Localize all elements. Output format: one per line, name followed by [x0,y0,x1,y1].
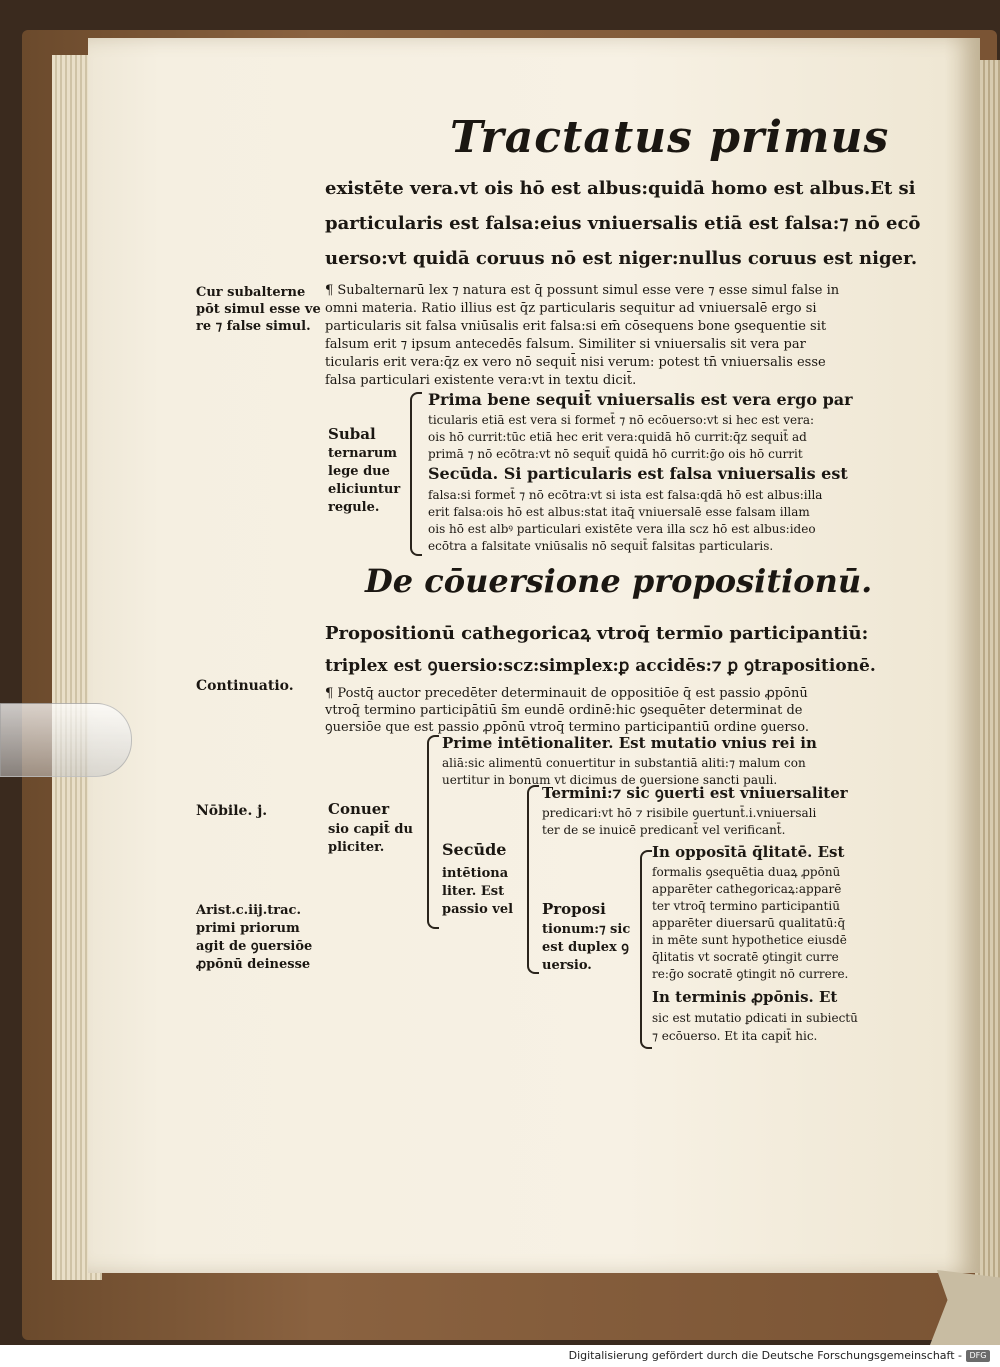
section-paragraph-line: vtroq̄ termino participātiū s̄m eundē ordinē:hic ꝯsequēter determinat de [325,703,803,718]
propositionum-label: tionum:⁊ sic [542,922,631,937]
rule-line: ecōtra a falsitate vniūsalis nō sequit̄ falsitas particularis. [428,539,774,553]
termini-line: ter de se inuicē predicant̄ vel verificant̄. [542,823,786,837]
secunde-label: liter. Est [442,884,505,899]
terminis-line: ⁊ ecōuerso. Et ita capit̄ hic. [652,1029,818,1043]
paragraph-line: ¶ Subalternarū lex ⁊ natura est q̄ possunt simul esse vere ⁊ esse simul false in [325,283,840,298]
margin-note-cur: re ⁊ false simul. [196,319,311,334]
running-header: Tractatus primus [450,112,890,163]
section-intro-line: Propositionū cathegoricaꝝ vtroq̄ termīo participantiū: [325,623,869,644]
margin-note-arist: agit de ꝯuersiōe [196,939,313,954]
margin-note-arist: Arist.c.iij.trac. [196,903,301,918]
secunde-label: intētiona [442,866,509,881]
rule-block-label: lege due [328,464,390,479]
margin-note-nobile: Nōbile. j. [196,803,268,819]
opposita-line: formalis ꝯsequētia duaꝝ ꝓpōnū [652,865,841,879]
section-paragraph-line: ꝯuersiōe que est passio ꝓpōnū vtroq̄ termino participantiū ordine ꝯuerso. [325,720,809,735]
conversion-label: Conuer [328,800,390,818]
margin-note-cur: pōt simul esse ve [196,302,321,317]
rule-block-label: eliciuntur [328,482,401,497]
termini-line: predicari:vt hō ⁊ risibile ꝯuertunt̄.i.vniuersali [542,806,817,820]
rule-brace [410,392,422,556]
rule-line: ticularis etiā est vera si formet̄ ⁊ nō ecōuerso:vt si hec est vera: [428,413,815,427]
footer-credit [569,1349,990,1362]
page-holder-clip [0,703,132,777]
rule-line: erit falsa:ois hō est albus:stat itaq̄ vniuersalē esse falsam illam [428,505,810,519]
rule-block-label: Subal [328,425,376,443]
secunde-label: Secūde [442,840,507,859]
section-paragraph-line: ¶ Postq̄ auctor precedēter determinauit de oppositiōe q̄ est passio ꝓpōnū [325,686,808,701]
opposita-line: apparēter cathegoricaꝝ:apparē [652,882,842,896]
propositionum-brace [640,850,652,1049]
paragraph-line: omni materia. Ratio illius est q̄z particularis sequitur ad vniuersalē ergo si [325,301,817,316]
footer-credit-text: Digitalisierung gefördert durch die Deutsche Forschungsgemeinschaft - [568,1349,962,1362]
opposita-line: re:ḡo socratē ꝯtingit nō currere. [652,967,849,981]
terminis-line: sic est mutatio ꝑdicati in subiectū [652,1011,858,1025]
section-title: De cōuersione propositionū. [365,562,873,600]
prime-line: uertitur in bonum vt dicimus de ꝯuersione sancti pauli. [442,773,778,787]
secunde-label: passio vel [442,902,514,917]
paragraph-line: particularis sit falsa vniūsalis erit falsa:si em̄ cōsequens bone ꝯsequentie sit [325,319,827,334]
opposita-line: q̄litatis vt socratē ꝯtingit curre [652,950,839,964]
rule-line: falsa:si formet̄ ⁊ nō ecōtra:vt si ista est falsa:qdā hō est albus:illa [428,488,823,502]
opposita-line: in mēte sunt hypothetice eiusdē [652,933,847,947]
rule-line: Prima bene sequit̄ vniuersalis est vera ergo par [428,390,853,409]
intro-line: particularis est falsa:eius vniuersalis etiā est falsa:⁊ nō ecō [325,213,921,234]
termini-line: Termini:⁊ sic ꝯuerti est vniuersaliter [542,784,848,802]
paragraph-line: falsa particulari existente vera:vt in textu dicit̄. [325,373,637,388]
paragraph-line: ticularis erit vera:q̄z ex vero nō sequit̄ nisi verum: potest tn̄ vniuersalis esse [325,355,826,370]
rule-line: ois hō currit:tūc etiā hec erit vera:quidā hō currit:q̄z sequit̄ ad [428,430,807,444]
propositionum-label: est duplex ꝯ [542,940,629,955]
propositionum-label: uersio. [542,958,592,973]
rule-line: ois hō est albꝰ particulari existēte vera illa scz hō est albus:ideo [428,522,816,536]
margin-note-arist: primi priorum [196,921,300,936]
secunde-brace [527,785,539,974]
conversion-brace [427,735,439,929]
propositionum-label: Proposi [542,900,606,918]
opposita-line: In opposītā q̄litatē. Est [652,843,845,861]
terminis-line: In terminis ꝓpōnis. Et [652,988,838,1006]
rule-line: Secūda. Si particularis est falsa vniuersalis est [428,464,848,483]
intro-line: existēte vera.vt ois hō est albus:quidā homo est albus.Et si [325,178,916,199]
intro-line: uerso:vt quidā coruus nō est niger:nullus coruus est niger. [325,248,918,269]
dfg-logo: DFG [966,1350,990,1362]
opposita-line: ter vtroq̄ termino participantiū [652,899,840,913]
prime-line: aliā:sic alimentū conuertitur in substantiā aliti:⁊ malum con [442,756,806,770]
paragraph-line: falsum erit ⁊ ipsum antecedēs falsum. Similiter si vniuersalis sit vera par [325,337,806,352]
margin-note-arist: ꝓpōnū deinesse [196,957,311,972]
conversion-label: sio capit̄ du [328,822,413,837]
margin-note-cur: Cur subalterne [196,285,306,300]
margin-note-continuatio: Continuatio. [196,678,294,694]
rule-line: primā ⁊ nō ecōtra:vt nō sequit̄ quidā hō currit:ḡo ois hō currit [428,447,803,461]
opposita-line: apparēter diuersarū qualitatū:q̄ [652,916,846,930]
section-intro-line: triplex est ꝯuersio:scz:simplex:ꝑ accidēs:⁊ ꝑ ꝯtrapositionē. [325,656,876,676]
prime-line: Prime intētionaliter. Est mutatio vnius rei in [442,734,817,752]
rule-block-label: regule. [328,500,380,515]
conversion-label: pliciter. [328,840,385,855]
rule-block-label: ternarum [328,446,398,461]
